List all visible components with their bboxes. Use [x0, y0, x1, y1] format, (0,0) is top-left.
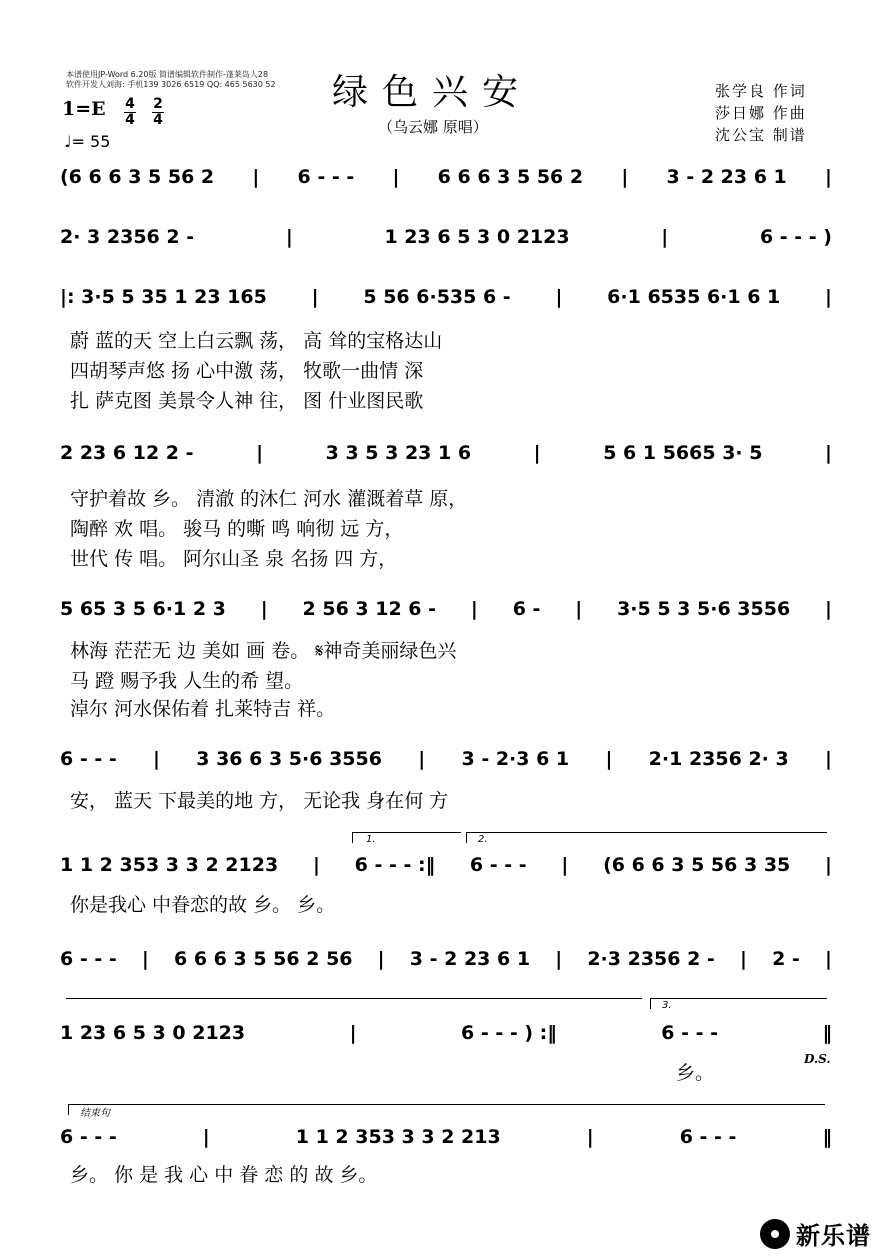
software-credit-line-2: 软件开发人刘海: 手机139 3026 6519 QQ: 465 5630 52 [66, 80, 276, 89]
barline: | [825, 442, 832, 464]
lyrics-row-3-verse-2 [70, 356, 830, 383]
barline: | [153, 748, 160, 770]
site-logo [760, 1216, 871, 1251]
lyric-line: 你是我心 中眷恋的故 乡。 乡。 [70, 894, 336, 916]
volta-label-2: 2. [478, 834, 488, 845]
barline: | [605, 748, 613, 770]
time-signature-2 [152, 98, 164, 127]
measure: 1 23 6 5 3 0 2123 [384, 226, 570, 248]
measure: 6 - - - ) :‖ [461, 1022, 557, 1044]
barline: | [825, 598, 832, 620]
barline: | [470, 598, 478, 620]
time-signature-1 [124, 98, 136, 127]
volta-label-3: 3. [662, 1000, 672, 1011]
lyrics-row-5-verse-2 [70, 666, 830, 693]
lyrics-row-10 [70, 1160, 720, 1187]
barline: ‖ [822, 1126, 832, 1148]
barline: | [555, 948, 563, 970]
record-disc-icon [760, 1219, 790, 1249]
measure: 5 65 3 5 6·1 2 3 [60, 598, 226, 620]
measure: 6 - - - [469, 854, 527, 876]
lyric-line: 淖尔 河水保佑着 扎莱特吉 祥。 [70, 698, 336, 720]
music-row-1 [60, 166, 832, 188]
barline: | [825, 286, 832, 308]
volta-bracket-3 [650, 998, 827, 1009]
music-row-9 [60, 1022, 832, 1044]
barline: | [418, 748, 426, 770]
key-signature: 1=E [62, 98, 106, 120]
measure: 5 56 6·535 6 - [363, 286, 511, 308]
measure: 3 - 2·3 6 1 [461, 748, 570, 770]
music-row-8 [60, 948, 832, 970]
measure: 1 1 2 353 3 3 2 213 [295, 1126, 501, 1148]
barline: | [824, 948, 832, 970]
barline: | [311, 286, 319, 308]
repeat-bracket-top [66, 998, 642, 1009]
volta-label-1: 1. [366, 834, 376, 845]
barline: | [252, 166, 260, 188]
song-subtitle: （乌云娜 原唱） [378, 118, 488, 136]
logo-text: 新乐谱 [796, 1222, 871, 1250]
ending-bracket [68, 1104, 825, 1115]
measure: 3 - 2 23 6 1 [409, 948, 531, 970]
measure: 2 23 6 12 2 - [60, 442, 194, 464]
measure: 2 - [772, 948, 800, 970]
time-top-2: 2 [153, 96, 163, 112]
lyric-line: 世代 传 唱。 阿尔山圣 泉 名扬 四 方， [70, 548, 398, 570]
measure: 2·1 2356 2· 3 [648, 748, 789, 770]
lyric-line: 马 蹬 赐予我 人生的希 望。 [70, 670, 304, 692]
barline: ‖ [822, 1022, 832, 1044]
measure: 3 36 6 3 5·6 3556 [196, 748, 382, 770]
lyrics-row-5-verse-3 [70, 694, 830, 721]
lyrics-row-4-verse-3 [70, 544, 830, 571]
barline: | [392, 166, 400, 188]
measure: 6 - - - [297, 166, 355, 188]
measure: 2·3 2356 2 - [587, 948, 715, 970]
barline: | [533, 442, 541, 464]
lyric-line: 四胡琴声悠 扬 心中激 荡， 牧歌一曲情 深 [70, 360, 424, 382]
measure: (6 6 6 3 5 56 2 [60, 166, 215, 188]
barline: | [621, 166, 629, 188]
song-title: 绿色兴安 [332, 72, 533, 113]
tempo-marking: ♩= 55 [64, 132, 111, 151]
barline: | [555, 286, 563, 308]
barline: | [739, 948, 747, 970]
lyric-line: 蔚 蓝的天 空上白云飘 荡， 高 耸的宝格达山 [70, 330, 443, 352]
barline: | [260, 598, 268, 620]
volta-bracket-2 [466, 832, 827, 843]
measure: 3 - 2 23 6 1 [666, 166, 787, 188]
barline: | [825, 748, 832, 770]
lyrics-row-3-verse-3 [70, 386, 830, 413]
measure: 6 - - - [60, 948, 117, 970]
barline: | [312, 854, 320, 876]
music-row-3 [60, 286, 832, 308]
barline: | [661, 226, 669, 248]
music-row-7 [60, 854, 832, 876]
measure: 2 56 3 12 6 - [302, 598, 437, 620]
barline: | [141, 948, 149, 970]
lyrics-row-6 [70, 786, 830, 813]
measure: 3 3 5 3 23 1 6 [325, 442, 472, 464]
lyrics-row-4-verse-2 [70, 514, 830, 541]
measure: 6·1 6535 6·1 6 1 [607, 286, 781, 308]
music-row-4 [60, 442, 832, 464]
barline: | [202, 1126, 210, 1148]
measure: 6 - - - [60, 1126, 117, 1148]
barline: | [825, 166, 832, 188]
lyric-line: 守护着故 乡。 清澈 的沐仁 河水 灌溉着草 原， [70, 488, 468, 510]
barline: | [285, 226, 293, 248]
measure: 6 6 6 3 5 56 2 [437, 166, 584, 188]
measure: 5 6 1 5665 3· 5 [603, 442, 763, 464]
lyrics-row-9 [676, 1058, 736, 1085]
measure: 6 6 6 3 5 56 2 56 [174, 948, 353, 970]
barline: | [256, 442, 264, 464]
barline: | [377, 948, 385, 970]
lyrics-row-5-verse-1 [70, 636, 830, 663]
composer-credit: 莎日娜 作曲 [715, 104, 807, 122]
music-row-10 [60, 1126, 832, 1148]
ending-label: 结束句 [80, 1108, 110, 1119]
barline: | [349, 1022, 357, 1044]
lyric-line: 扎 萨克图 美景令人神 往， 图 什业图民歌 [70, 390, 424, 412]
barline: | [561, 854, 569, 876]
lyric-line: 陶醉 欢 唱。 骏马 的嘶 鸣 响彻 远 方， [70, 518, 404, 540]
music-row-2 [60, 226, 832, 248]
lyrics-row-4-verse-1 [70, 484, 830, 511]
music-row-6 [60, 748, 832, 770]
transcriber-credit: 沈公宝 制谱 [715, 126, 807, 144]
measure: |: 3·5 5 35 1 23 165 [60, 286, 267, 308]
lyrics-row-7 [70, 890, 530, 917]
lyric-line: 乡。 你 是 我 心 中 眷 恋 的 故 乡。 [70, 1164, 378, 1186]
measure: 6 - - - [679, 1126, 737, 1148]
measure: 6 - - - [60, 748, 117, 770]
measure: 6 - [512, 598, 541, 620]
measure: 1 1 2 353 3 3 2 2123 [60, 854, 279, 876]
measure: (6 6 6 3 5 56 3 35 [603, 854, 791, 876]
measure: 3·5 5 3 5·6 3556 [617, 598, 791, 620]
barline: | [575, 598, 583, 620]
lyric-line: 乡。 [676, 1062, 715, 1084]
lyric-line: 安， 蓝天 下最美的地 方， 无论我 身在何 方 [70, 790, 449, 812]
measure: 2· 3 2356 2 - [60, 226, 195, 248]
music-row-5 [60, 598, 832, 620]
barline: | [586, 1126, 594, 1148]
software-credit-line-1: 本谱使用JP-Word 6.20版 简谱编辑软件制作-蓬莱岛人28 [66, 70, 269, 79]
lyricist-credit: 张学良 作词 [715, 82, 807, 100]
measure: 6 - - - [661, 1022, 718, 1044]
dal-segno-marking: D.S. [804, 1052, 831, 1066]
time-top-1: 4 [125, 96, 135, 112]
lyric-line: 林海 茫茫无 边 美如 画 卷。 𝄋神奇美丽绿色兴 [70, 640, 457, 662]
measure: 6 - - - :‖ [354, 854, 436, 876]
time-bottom-1: 4 [125, 112, 135, 128]
measure: 6 - - - ) [759, 226, 832, 248]
lyrics-row-3-verse-1 [70, 326, 830, 353]
time-bottom-2: 4 [153, 112, 163, 128]
barline: | [825, 854, 832, 876]
measure: 1 23 6 5 3 0 2123 [60, 1022, 246, 1044]
